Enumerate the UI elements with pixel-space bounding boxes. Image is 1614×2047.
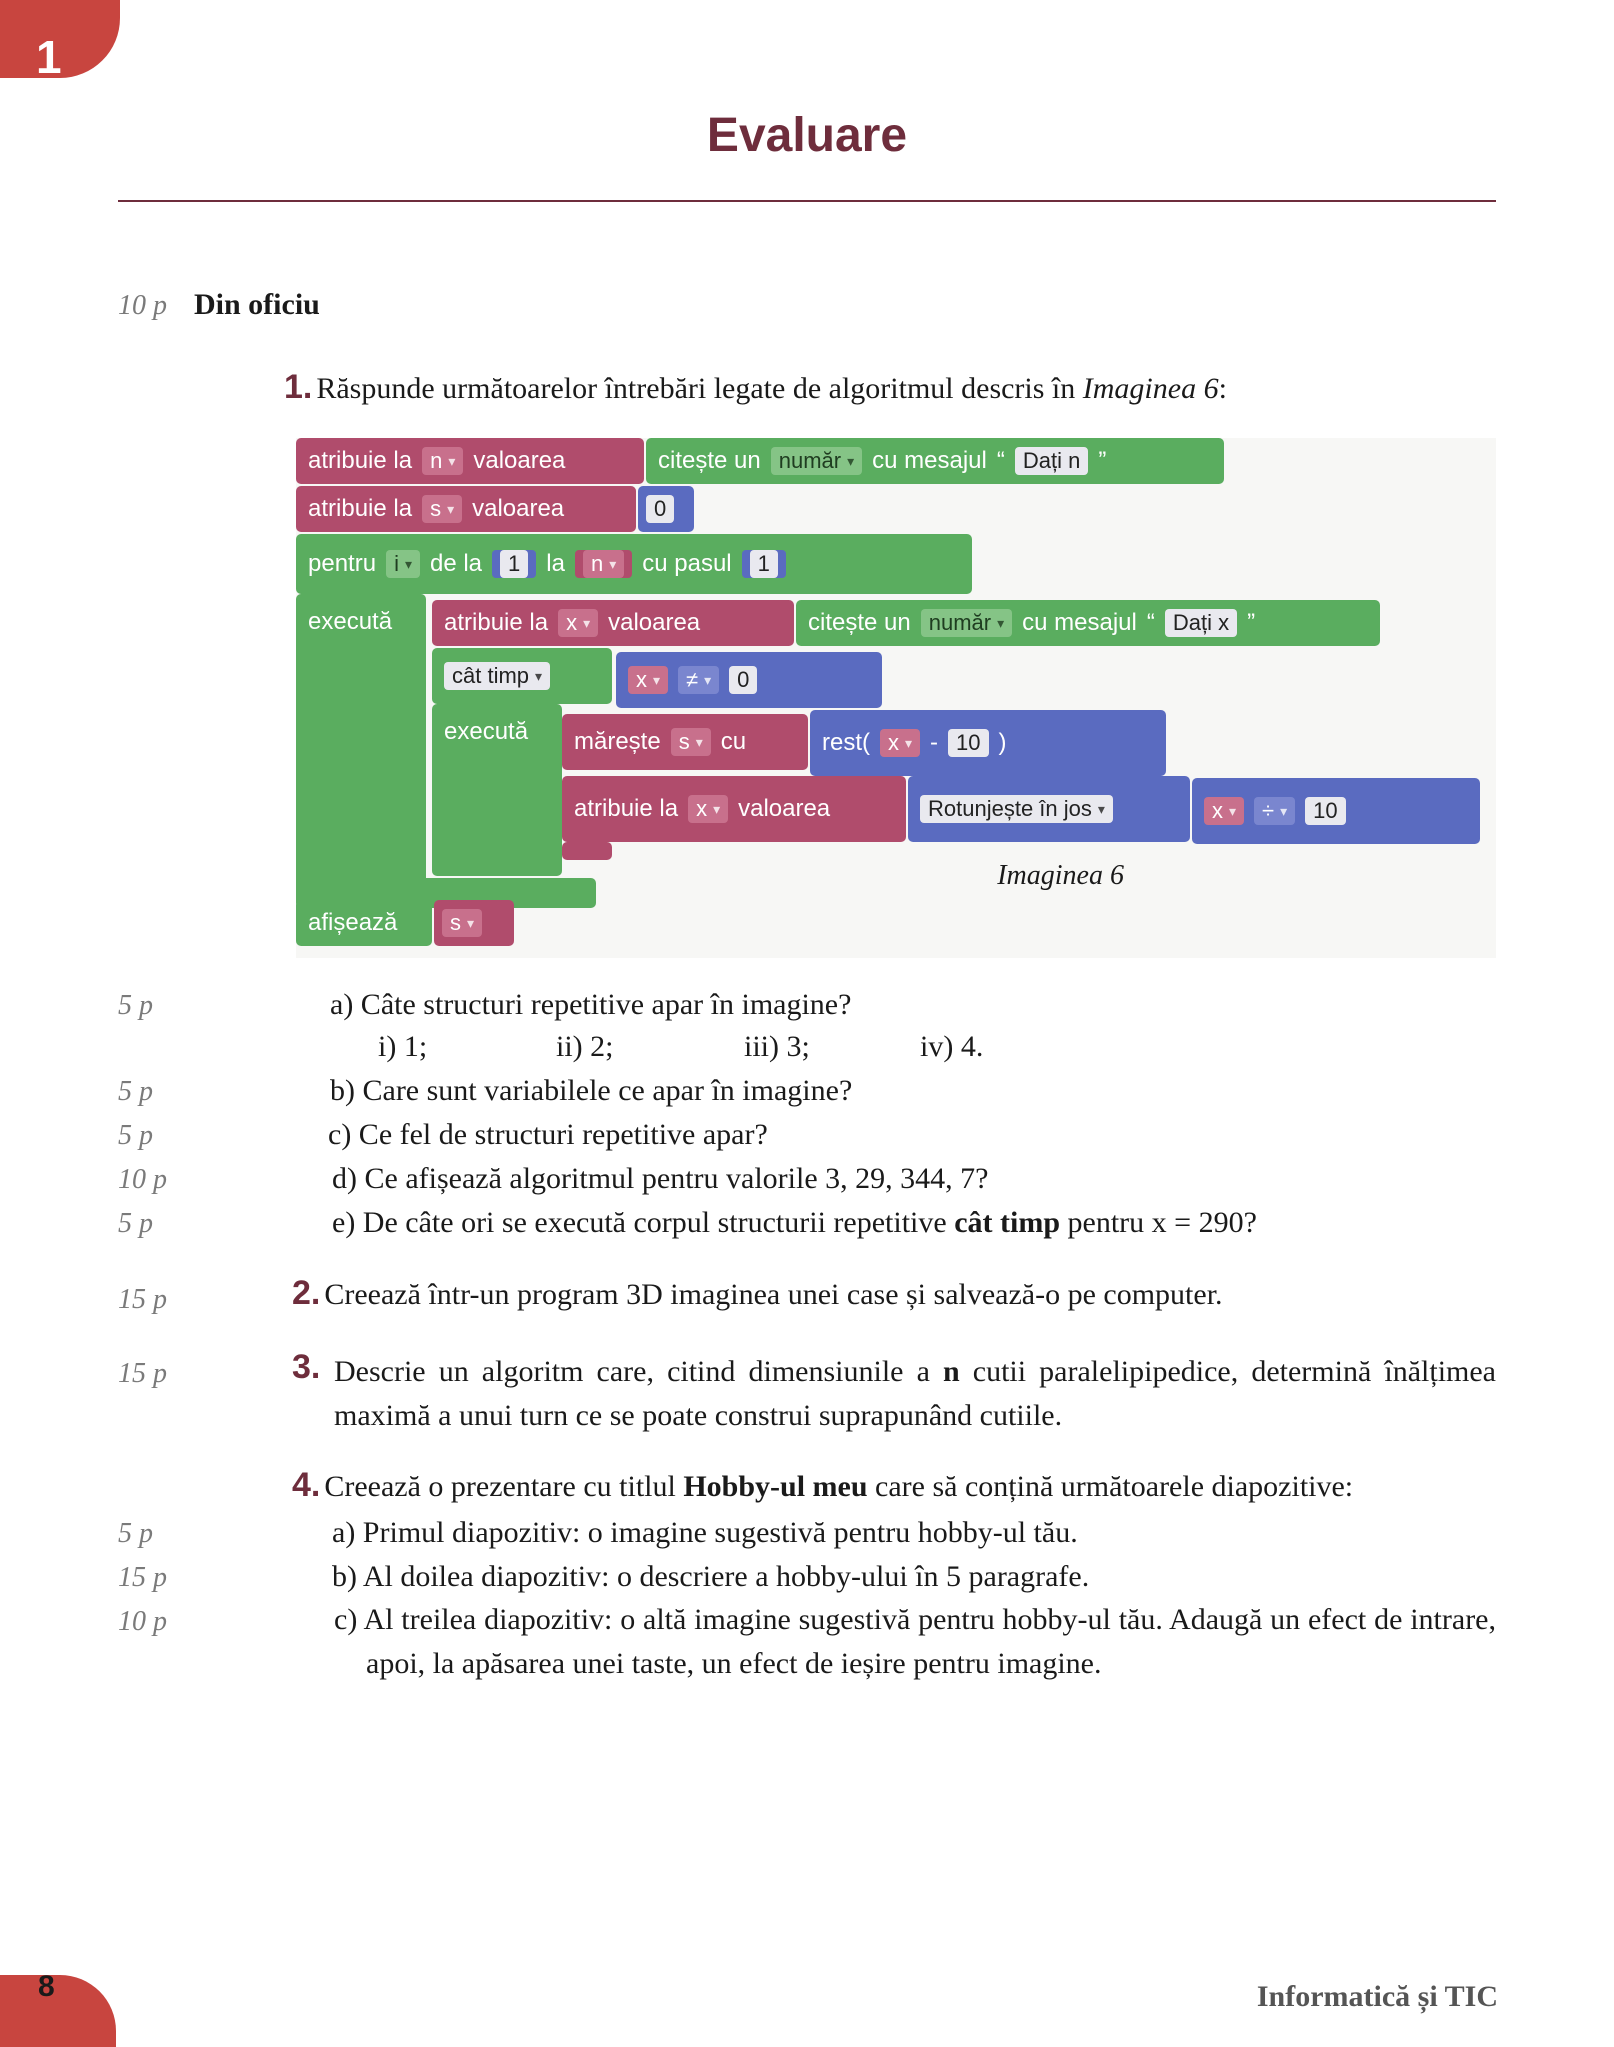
question-text: Creează o prezentare cu titlul Hobby-ul meu care să conțină următoarele diapozitive: [324, 1470, 1354, 1503]
floor-block [908, 776, 1190, 842]
points-4c: 10 p [118, 1606, 167, 1637]
divide-block: x ▾ ÷ ▾ 10 [1192, 778, 1480, 844]
points-1e: 5 p [118, 1208, 153, 1239]
print-block: afișează [296, 900, 432, 946]
question-text: Răspunde următoarelor întrebări legate de algoritmul descris în Imaginea 6: [316, 372, 1227, 405]
var-i-dropdown[interactable]: i ▾ [386, 550, 420, 578]
subquestion-1b: b) Care sunt variabilele ce apar în imagine? [330, 1074, 853, 1107]
while-bottom [562, 842, 612, 860]
page-number: 8 [38, 1970, 55, 2003]
page-title: Evaluare [706, 109, 908, 162]
for-loop-block: pentru i ▾ de la 1 la n ▾ cu pasul 1 [296, 534, 972, 594]
chapter-tab [0, 0, 120, 83]
number-0-block: 0 [638, 486, 694, 532]
for-do-label: execută [296, 594, 426, 894]
while-do-label: execută [432, 704, 562, 876]
points-1a: 5 p [118, 990, 153, 1021]
chapter-number: 1 [36, 31, 62, 83]
points-q2: 15 p [118, 1284, 167, 1315]
remainder-block: rest( x ▾ - 10 ) [810, 710, 1166, 776]
din-oficiu-label: Din oficiu [194, 288, 320, 321]
question-3-number: 3. [292, 1348, 321, 1386]
question-text: Creează într-un program 3D imaginea unei case și salvează-o pe computer. [324, 1278, 1223, 1311]
question-2 [292, 1274, 1223, 1313]
question-number: 1. [284, 368, 313, 406]
question-number: 4. [292, 1466, 321, 1504]
subquestion-1c: c) Ce fel de structuri repetitive apar? [328, 1118, 768, 1151]
while-loop-block [432, 648, 612, 704]
option-ii: ii) 2; [556, 1030, 614, 1063]
question-number: 2. [292, 1274, 321, 1312]
subquestion-1e: e) De câte ori se execută corpul structurii repetitive cât timp pentru x = 290? [332, 1206, 1257, 1239]
points-1c: 5 p [118, 1120, 153, 1151]
question-4 [292, 1466, 1353, 1505]
question-3-text: Descrie un algoritm care, citind dimensiunile a n cutii paralelipipedice, determină înălțimea maximă a unui turn ce se poate construi suprapunând cutiile. [334, 1355, 1496, 1432]
type-dropdown[interactable]: număr ▾ [771, 447, 862, 475]
subquestion-1a: a) Câte structuri repetitive apar în imagine? [330, 988, 852, 1021]
subquestion-4c: c) Al treilea diapozitiv: o altă imagine sugestivă pentru hobby-ul tău. Adaugă un efect de intrare, apoi, la apăsarea unei taste, un efect de ieșire pentru imagine. [334, 1603, 1496, 1680]
message-field-x[interactable]: Dați x [1165, 609, 1237, 637]
increase-s-block: mărește s ▾ cu [562, 714, 808, 770]
option-iii: iii) 3; [744, 1030, 810, 1063]
assign-x-block: atribuie la x ▾ valoarea [432, 600, 794, 646]
footer-title: Informatică și TIC [1256, 1980, 1498, 2013]
points-4b: 15 p [118, 1562, 167, 1593]
read-number-x-block: citește un număr ▾ cu mesajul “ Dați x ” [796, 600, 1380, 646]
page-corner-tab [0, 1975, 116, 2047]
option-iv: iv) 4. [920, 1030, 984, 1063]
compare-block: x ▾ ≠ ▾ 0 [616, 652, 882, 708]
var-s-dropdown[interactable]: s ▾ [422, 495, 462, 523]
subquestion-4b: b) Al doilea diapozitiv: o descriere a hobby-ului în 5 paragrafe. [332, 1560, 1090, 1593]
option-i: i) 1; [378, 1030, 428, 1063]
type-dropdown-x[interactable]: număr ▾ [921, 609, 1012, 637]
subquestion-4a: a) Primul diapozitiv: o imagine sugestivă pentru hobby-ul tău. [332, 1516, 1078, 1549]
points-1d: 10 p [118, 1164, 167, 1195]
while-mode-dropdown[interactable]: cât timp ▾ [444, 662, 550, 690]
print-arg-block: s ▾ [434, 900, 514, 946]
operator-dropdown[interactable]: ≠ ▾ [678, 666, 719, 694]
blocks-figure [296, 438, 1496, 958]
read-number-block: citește un număr ▾ cu mesajul “ Dați n ” [646, 438, 1224, 484]
question-1 [284, 368, 1227, 407]
subquestion-1d: d) Ce afișează algoritmul pentru valorile 3, 29, 344, 7? [332, 1162, 989, 1195]
points-q3: 15 p [118, 1358, 167, 1389]
var-n-dropdown[interactable]: n ▾ [422, 447, 463, 475]
var-x-dropdown[interactable]: x ▾ [558, 609, 598, 637]
round-mode-dropdown[interactable]: Rotunjește în jos ▾ [920, 795, 1113, 823]
assign-s-block: atribuie la s ▾ valoarea [296, 486, 636, 532]
message-field[interactable]: Dați n [1015, 447, 1088, 475]
assign-x-floor-block: atribuie la x ▾ valoarea [562, 776, 906, 842]
figure-caption: Imaginea 6 [997, 860, 1124, 891]
points-1b: 5 p [118, 1076, 153, 1107]
points-din-oficiu: 10 p [118, 290, 167, 321]
points-4a: 5 p [118, 1518, 153, 1549]
assign-n-block: atribuie la n ▾ valoarea [296, 438, 644, 484]
title-divider [118, 200, 1496, 202]
